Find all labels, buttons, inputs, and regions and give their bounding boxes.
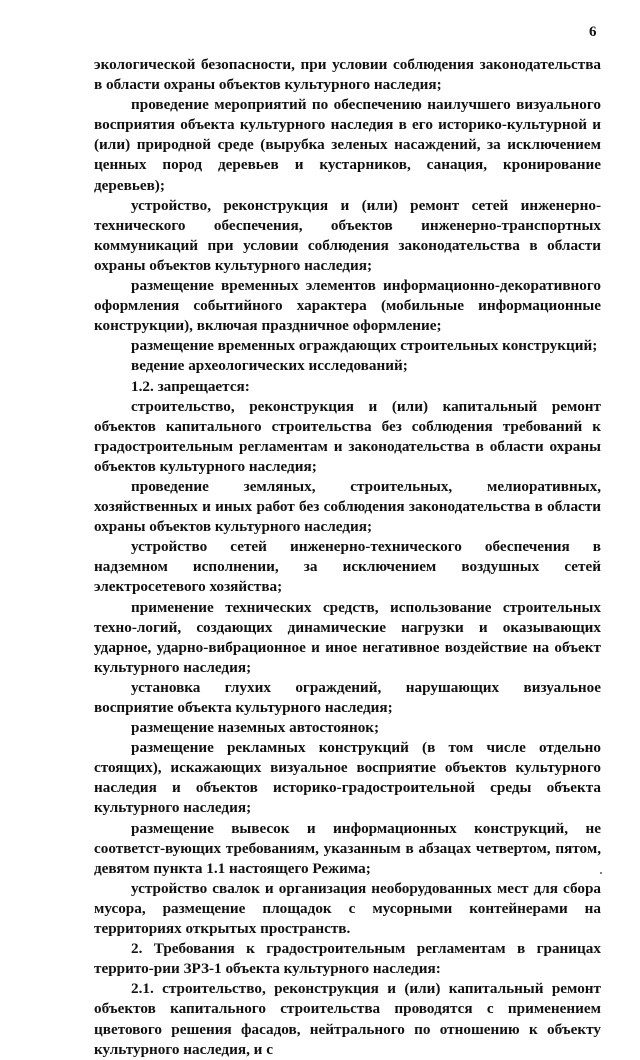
paragraph: проведение мероприятий по обеспечению наилучшего визуального восприятия объекта культурного наследия в его историко-культурной и (или) природной среде (вырубка зеленых насаждений, за исключением ценных пород деревьев и кустарников, санация, кронирование деревьев); [94,96,601,194]
paragraph: установка глухих ограждений, нарушающих визуальное восприятие объекта культурного наследия; [94,678,601,716]
paragraph: устройство, реконструкция и (или) ремонт сетей инженерно-технического обеспечения, объектов инженерно-транспортных коммуникаций при условии соблюдения законодательства в области охраны объектов культурного наследия; [94,196,601,274]
document-body [94,55,601,1060]
paragraph: устройство сетей инженерно-технического обеспечения в надземном исполнении, за исключением воздушных сетей электросетевого хозяйства; [94,538,601,596]
paragraph: размещение временных ограждающих строительных конструкций; [131,337,598,355]
paragraph: проведение земляных, строительных, мелиоративных, хозяйственных и иных работ без соблюдения законодательства в области охраны объектов культурного наследия; [94,477,601,536]
scan-speck [600,872,602,874]
paragraph: размещение рекламных конструкций (в том числе отдельно стоящих), искажающих визуальное восприятие объектов культурного наследия и объектов историко-градостроительной среды объекта культурного наследия; [94,739,601,817]
paragraph: строительство, реконструкция и (или) капитальный ремонт объектов капитального строительства без соблюдения требований к градостроительным регламентам и законодательства в области охраны объектов культурного наследия; [94,397,601,475]
paragraph: экологической безопасности, при условии соблюдения законодательства в области охраны объектов культурного наследия; [94,56,601,94]
section-heading: 1.2. запрещается: [131,377,250,395]
paragraph: размещение наземных автостоянок; [131,719,380,737]
section-heading: 2. Требования к градостроительным регламентам в границах террито-рии ЗРЗ-1 объекта культурного наследия: [94,940,601,978]
page-number: 6 [589,24,597,40]
paragraph: размещение вывесок и информационных конструкций, не соответст-вующих требованиям, указанным в абзацах четвертом, пятом, девятом пункта 1.1 настоящего Режима; [94,819,601,877]
paragraph: 2.1. строительство, реконструкция и (или) капитальный ремонт объектов капитального строительства проводятся с применением цветового решения фасадов, нейтрального по отношению к объекту культурного наследия, и с [94,980,601,1058]
paragraph: применение технических средств, использование строительных техно-логий, создающих динамические нагрузки и оказывающих ударное, ударно-вибрационное и иное негативное воздействие на объект культурного наследия; [94,598,601,676]
paragraph: размещение временных элементов информационно-декоративного оформления событийного характера (мобильные информационные конструкции), включая праздничное оформление; [94,277,601,335]
paragraph: устройство свалок и организация необорудованных мест для сбора мусора, размещение площадок с мусорными контейнерами на территориях открытых пространств. [94,879,601,938]
paragraph: ведение археологических исследований; [131,357,408,375]
